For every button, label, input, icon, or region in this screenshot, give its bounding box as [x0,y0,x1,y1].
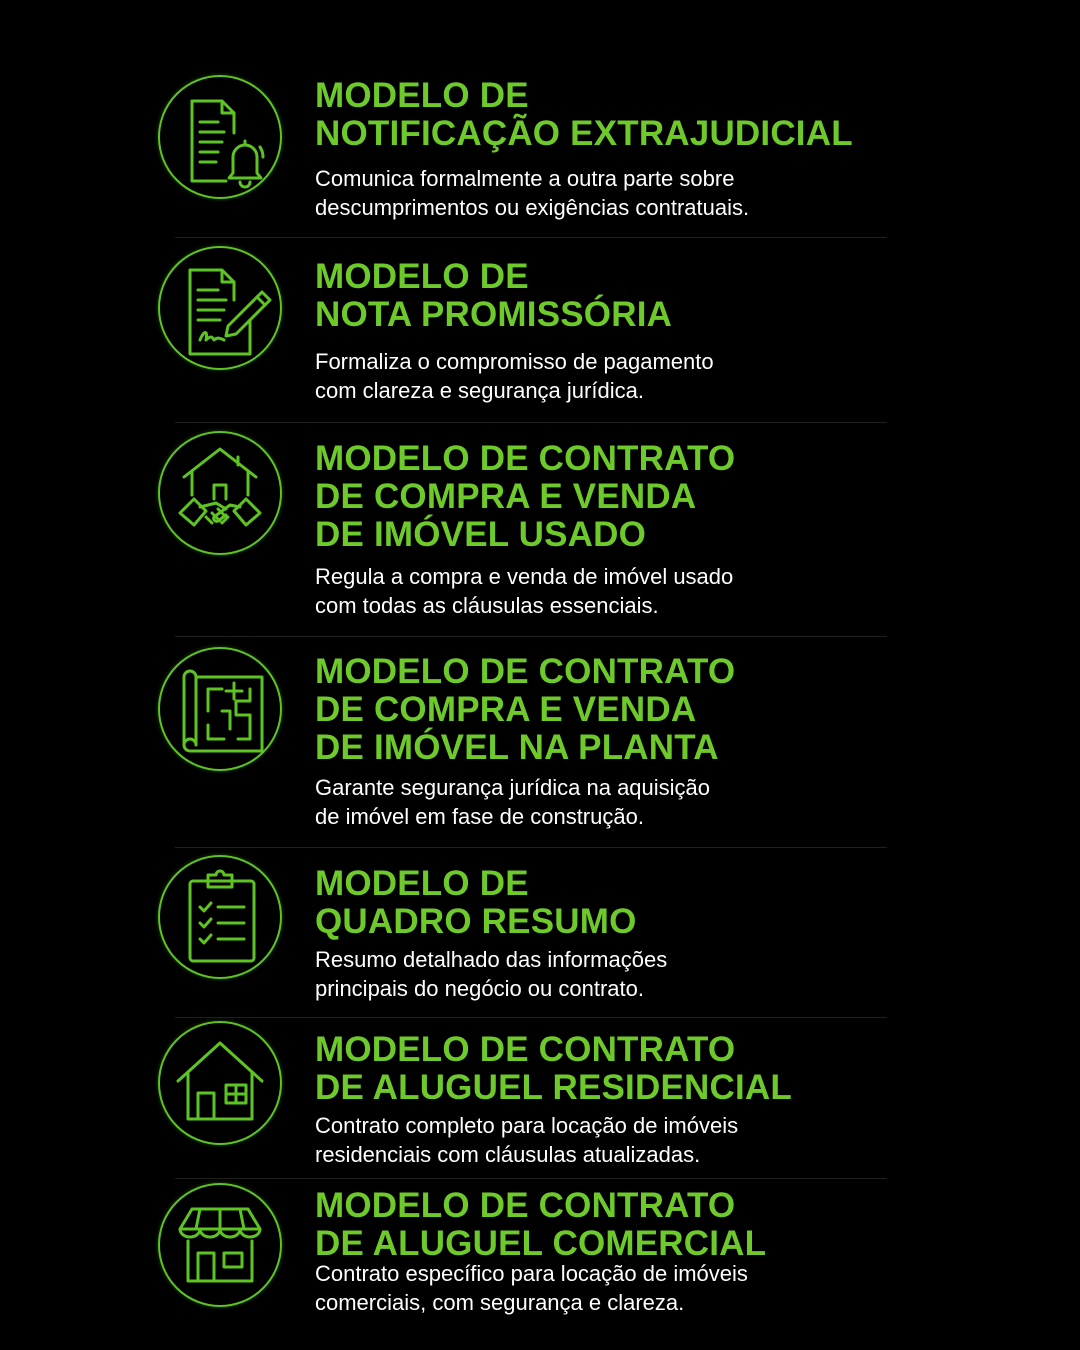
item-title: MODELO DE NOTA PROMISSÓRIA [315,257,673,334]
item-description: Contrato completo para locação de imóveis residenciais com cláusulas atualizadas. [315,1113,739,1167]
item-title: MODELO DE CONTRATO DE ALUGUEL COMERCIAL [315,1186,767,1263]
divider [175,422,887,423]
storefront-awning-icon [158,1183,282,1307]
item-description: Contrato específico para locação de imóveis comerciais, com segurança e clareza. [315,1261,748,1315]
notification-document-bell-icon [158,75,282,199]
item-title: MODELO DE NOTIFICAÇÃO EXTRAJUDICIAL [315,76,853,153]
item-title: MODELO DE CONTRATO DE COMPRA E VENDA DE IMÓVEL USADO [315,439,736,554]
residential-house-icon [158,1021,282,1145]
divider [175,1017,887,1018]
item-description: Comunica formalmente a outra parte sobre descumprimentos ou exigências contratuais. [315,166,750,220]
promissory-note-pen-icon [158,246,282,370]
clipboard-checklist-icon [158,855,282,979]
divider [175,237,887,238]
house-handshake-icon [158,431,282,555]
item-description: Formaliza o compromisso de pagamento com clareza e segurança jurídica. [315,349,714,403]
floor-plan-blueprint-icon [158,647,282,771]
item-title: MODELO DE QUADRO RESUMO [315,864,637,941]
item-description: Garante segurança jurídica na aquisição de imóvel em fase de construção. [315,775,711,829]
item-description: Regula a compra e venda de imóvel usado com todas as cláusulas essenciais. [315,564,734,618]
item-description: Resumo detalhado das informações principais do negócio ou contrato. [315,947,668,1001]
item-title: MODELO DE CONTRATO DE ALUGUEL RESIDENCIAL [315,1030,792,1107]
item-title: MODELO DE CONTRATO DE COMPRA E VENDA DE IMÓVEL NA PLANTA [315,652,736,767]
divider [175,847,887,848]
divider [175,636,887,637]
divider [175,1178,887,1179]
